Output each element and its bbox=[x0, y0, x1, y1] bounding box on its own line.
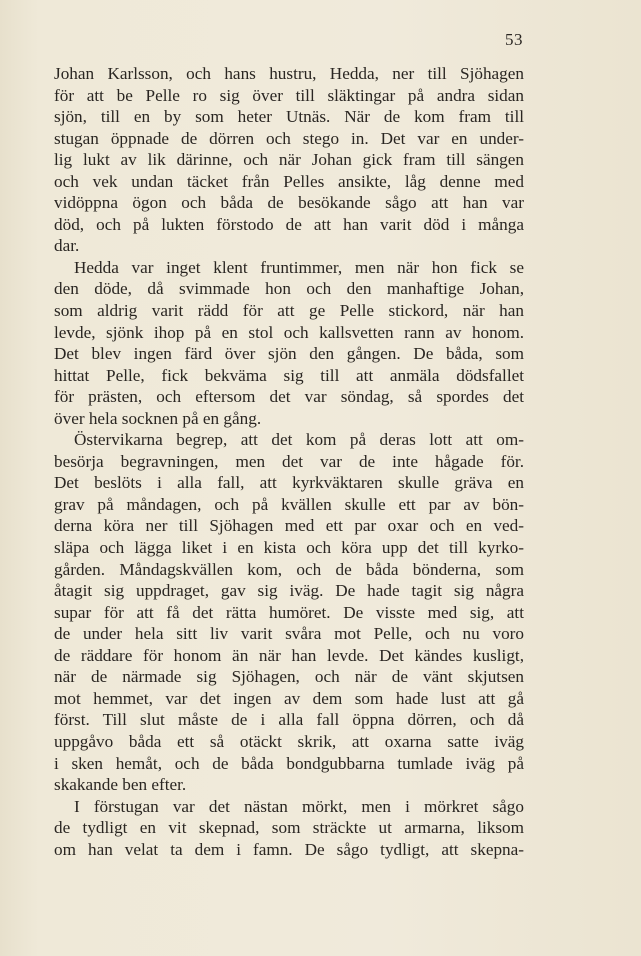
text-line: derna köra ner till Sjöhagen med ett par oxar och en ved- bbox=[54, 516, 524, 536]
text-line: för prästen, och eftersom det var söndag, så spordes det bbox=[54, 387, 524, 407]
text-line: besörja begravningen, men det var de inte hågade för. bbox=[54, 451, 524, 471]
text-line: skakande ben efter. bbox=[54, 775, 187, 795]
text-line: först. Till slut måste de i alla fall öppna dörren, och då bbox=[54, 710, 524, 730]
text-line: gården. Måndagskvällen kom, och de båda bönderna, som bbox=[54, 559, 524, 579]
text-line: sjön, till en by som heter Utnäs. När de kom fram till bbox=[54, 107, 524, 127]
paragraph-2 bbox=[54, 257, 524, 429]
body-text bbox=[54, 63, 524, 860]
text-line: vidöppna ögon och båda de besökande sågo att han var bbox=[54, 193, 524, 213]
text-line: levde, sjönk ihop på en stol och kallsvetten rann av honom. bbox=[54, 322, 524, 342]
text-line: Det beslöts i alla fall, att kyrkväktaren skulle gräva en bbox=[54, 473, 524, 493]
paragraph-3 bbox=[54, 429, 524, 795]
text-line: supar för att få det rätta humöret. De visste med sig, att bbox=[54, 602, 524, 622]
text-line: lig lukt av lik därinne, och när Johan gick fram till sängen bbox=[54, 150, 524, 170]
page-number: 53 bbox=[505, 30, 523, 49]
text-line: när de närmade sig Sjöhagen, och när de vänt skjutsen bbox=[54, 667, 524, 687]
text-line: som aldrig varit rädd för att ge Pelle stickord, när han bbox=[54, 301, 524, 321]
text-line: uppgåvo båda ett så otäckt skrik, att oxarna satte iväg bbox=[54, 731, 524, 751]
text-line: de tydligt en vit skepnad, som sträckte ut armarna, liksom bbox=[54, 818, 524, 838]
paragraph-4 bbox=[54, 796, 524, 861]
text-line: Det blev ingen färd över sjön den gången. De båda, som bbox=[54, 344, 524, 364]
text-line: i sken hemåt, och de båda bondgubbarna tumlade iväg på bbox=[54, 753, 524, 773]
paragraph-1 bbox=[54, 63, 524, 257]
text-line: Johan Karlsson, och hans hustru, Hedda, ner till Sjöhagen bbox=[54, 64, 524, 83]
text-line: de under hela sitt liv varit svåra mot Pelle, och nu voro bbox=[54, 624, 524, 644]
text-line: och vek undan täcket från Pelles ansikte, låg denne med bbox=[54, 171, 524, 191]
text-line: för att be Pelle ro sig över till släktingar på andra sidan bbox=[54, 85, 524, 105]
text-line: stugan öppnade de dörren och stego in. Det var en under- bbox=[54, 128, 524, 148]
text-line: den döde, då svimmade hon och den manhaftige Johan, bbox=[54, 279, 524, 299]
text-line: I förstugan var det nästan mörkt, men i mörkret sågo bbox=[74, 796, 524, 816]
text-line: de räddare för honom än när han levde. Det kändes kusligt, bbox=[54, 645, 524, 665]
text-line: grav på måndagen, och på kvällen skulle ett par av bön- bbox=[54, 494, 524, 514]
text-line: död, och på lukten förstodo de att han varit död i många bbox=[54, 214, 524, 234]
text-line: släpa och lägga liket i en kista och köra upp det till kyrko- bbox=[54, 538, 524, 558]
text-line: Hedda var inget klent fruntimmer, men när hon fick se bbox=[74, 257, 524, 277]
text-line: åtagit sig uppdraget, gav sig iväg. De hade tagit sig några bbox=[54, 581, 524, 601]
text-line: hittat Pelle, fick bekväma sig till att anmäla dödsfallet bbox=[54, 365, 524, 385]
text-line: över hela socknen på en gång. bbox=[54, 408, 262, 428]
text-line: dar. bbox=[54, 236, 80, 256]
text-line: Östervikarna begrep, att det kom på deras lott att om- bbox=[74, 430, 524, 450]
text-line: mot hemmet, var det ingen av dem som hade lust att gå bbox=[54, 688, 524, 708]
text-line: om han velat ta dem i famn. De sågo tydligt, att skepna- bbox=[54, 839, 524, 859]
